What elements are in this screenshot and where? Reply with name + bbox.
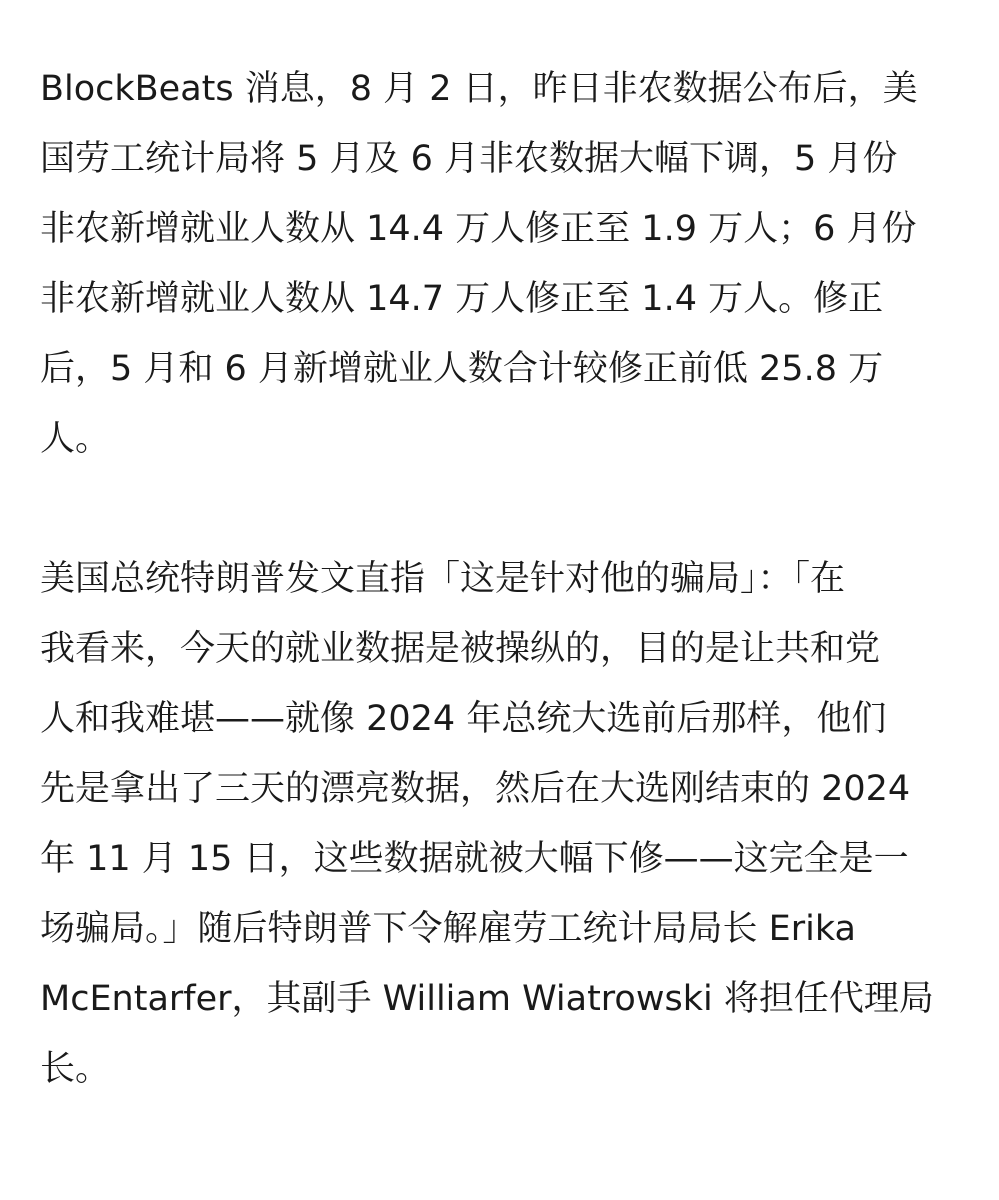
paragraph-nonfarm-revision: BlockBeats 消息，8 月 2 日，昨日非农数据公布后，美 国劳工统计局将 5 月及 6 月非农数据大幅下调，5 月份 非农新增就业人数从 14.4 万人修正至 1.9 万人；6 月份 非农新增就业人数从 14.7 万人修正至 1.4 万人。修正 后，5 月和 6 月新增就业人数合计较修正前低 25.8 万 人。 — [40, 69, 918, 459]
paragraph-trump-response: 美国总统特朗普发文直指「这是针对他的骗局」：「在 我看来，今天的就业数据是被操纵的，目的是让共和党 人和我难堪——就像 2024 年总统大选前后那样，他们 先是拿出了三天的漂亮数据，然后在大选刚结束的 2024 年 11 月 15 日，这些数据就被大幅下修——这完全是一 场骗局。」随后特朗普下令解雇劳工统计局局长 Erika McEntarfer，其副手 William Wiatrowski 将担任代理局 长。 — [40, 559, 934, 1089]
